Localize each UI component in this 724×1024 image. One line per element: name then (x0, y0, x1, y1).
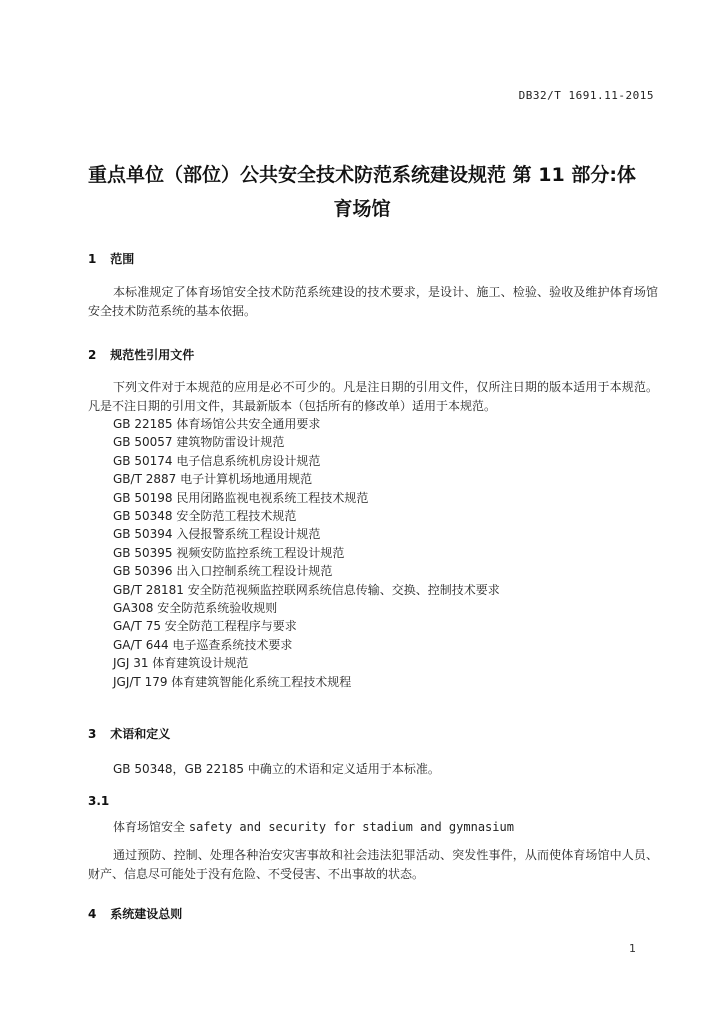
section-number: 4 (88, 907, 97, 921)
reference-item: GA/T 75 安全防范工程程序与要求 (113, 619, 297, 634)
references-intro: 下列文件对于本规范的应用是必不可少的。凡是注日期的引用文件，仅所注日期的版本适用于本规范。凡是不注日期的引用文件，其最新版本（包括所有的修改单）适用于本规范。 (88, 380, 658, 413)
section-heading-2 (88, 346, 194, 363)
reference-item: GB 50174 电子信息系统机房设计规范 (113, 453, 321, 468)
term-name (113, 818, 514, 835)
reference-item: GB/T 2887 电子计算机场地通用规范 (113, 472, 313, 487)
page-number: 1 (629, 942, 636, 955)
reference-item: JGJ/T 179 体育建筑智能化系统工程技术规程 (113, 674, 352, 689)
reference-item: GA/T 644 电子巡查系统技术要求 (113, 637, 293, 652)
reference-item: GB 50057 建筑物防雷设计规范 (113, 435, 285, 450)
section-heading-1 (88, 250, 134, 267)
reference-item: GB 50198 民用闭路监视电视系统工程技术规范 (113, 490, 369, 505)
section-title: 术语和定义 (110, 727, 171, 741)
standard-code: DB32/T 1691.11-2015 (518, 89, 654, 102)
term-name-en: safety and security for stadium and gymnasium (188, 820, 514, 834)
reference-item: GB 50394 入侵报警系统工程设计规范 (113, 527, 321, 542)
section-title: 规范性引用文件 (110, 348, 195, 362)
reference-item: GB 50396 出入口控制系统工程设计规范 (113, 564, 333, 579)
section-title: 范围 (110, 252, 135, 266)
section-heading-4 (88, 905, 182, 922)
terms-intro: GB 50348，GB 22185 中确立的术语和定义适用于本标准。 (113, 762, 440, 776)
term-name-zh: 体育场馆安全 (113, 820, 186, 834)
title-line-1: 重点单位（部位）公共安全技术防范系统建设规范 第 11 部分:体 (88, 164, 636, 186)
reference-item: GA308 安全防范系统验收规则 (113, 601, 278, 616)
scope-paragraph: 本标准规定了体育场馆安全技术防范系统建设的技术要求，是设计、施工、检验、验收及维护体育场馆安全技术防范系统的基本依据。 (88, 285, 658, 318)
term-definition: 通过预防、控制、处理各种治安灾害事故和社会违法犯罪活动、突发性事件，从而使体育场馆中人员、财产、信息尽可能处于没有危险、不受侵害、不出事故的状态。 (88, 848, 658, 881)
reference-item: GB 50348 安全防范工程技术规范 (113, 509, 297, 524)
reference-item: JGJ 31 体育建筑设计规范 (113, 656, 249, 671)
term-number: 3.1 (88, 794, 110, 808)
section-number: 1 (88, 252, 97, 266)
reference-item: GB 22185 体育场馆公共安全通用要求 (113, 417, 321, 431)
section-title: 系统建设总则 (110, 907, 183, 921)
references-list (113, 415, 500, 691)
reference-item: GB 50395 视频安防监控系统工程设计规范 (113, 545, 345, 560)
section-number: 3 (88, 727, 97, 741)
section-number: 2 (88, 348, 97, 362)
section-heading-3 (88, 725, 170, 742)
document-title (70, 158, 654, 226)
title-line-2: 育场馆 (333, 198, 391, 220)
reference-item: GB/T 28181 安全防范视频监控联网系统信息传输、交换、控制技术要求 (113, 582, 500, 597)
